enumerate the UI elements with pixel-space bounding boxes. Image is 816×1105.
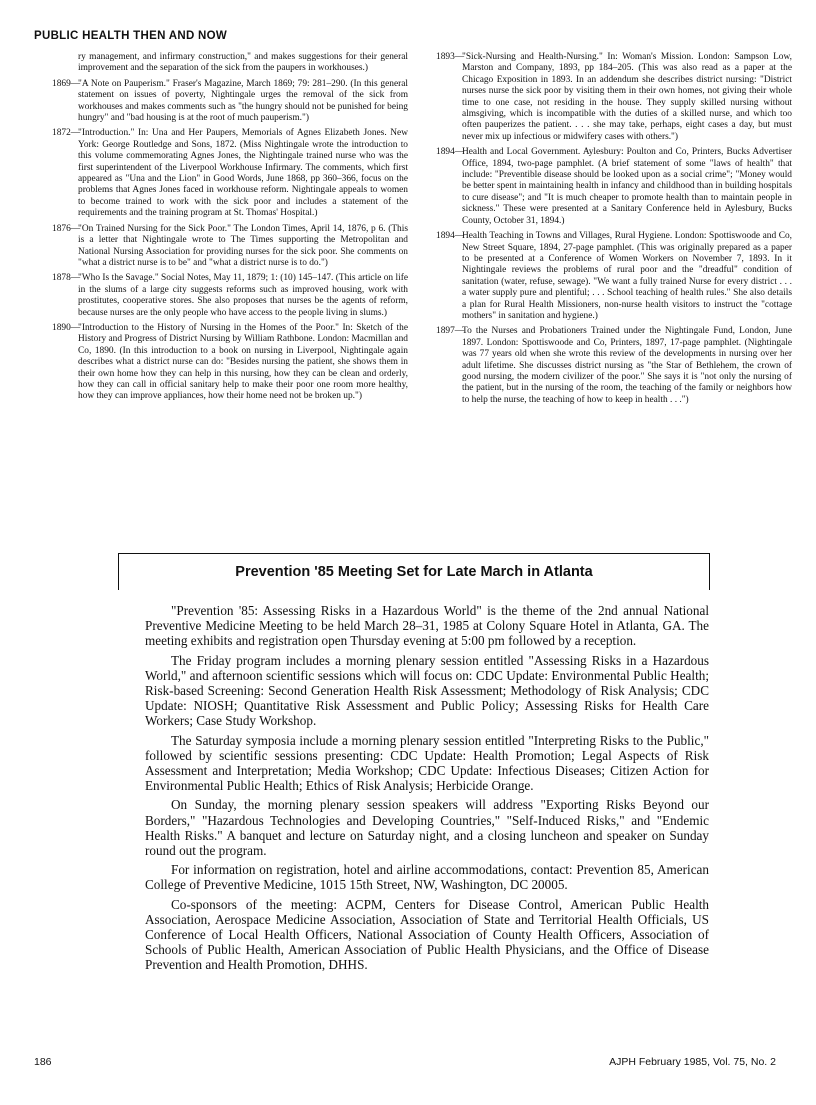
running-head: PUBLIC HEALTH THEN AND NOW xyxy=(34,30,228,42)
entry-text: "Introduction to the History of Nursing in the Homes of the Poor." In: Sketch of the History and Progress of District Nursing by William Rathbone. London: Macmillan and Co, 1890. (In this introduction to a book on nursing in Liverpool, Nightingale again describes what a district nurse can do: "Besides nursing the patient, she shows them in their own home how they can help in this nursing, how they can be clean and orderly, how they can call in official sanitary help to make their poor one room more healthy, how they can improve appliances, how their home need not be broken up.") xyxy=(78,322,408,402)
entry-text: "A Note on Pauperism." Fraser's Magazine, March 1869; 79: 281–290. (In this general statement on issues of poverty, Nightingale urges the removal of the sick from workhouses and makes comments such as "the hungry should not be punished for being hungry" and "bad housing is at the root of much pauperism.") xyxy=(78,78,408,124)
entry-text: "On Trained Nursing for the Sick Poor." The London Times, April 14, 1876, p 6. (This is a letter that Nightingale wrote to The Times supporting the Metropolitan and National Nursing Association for providing nurses for the sick poor. She comments on "what a district nurse is to be" and "what a district nurse is to do.") xyxy=(78,223,408,268)
bibliography-entry xyxy=(436,147,792,227)
article-paragraph: Co-sponsors of the meeting: ACPM, Centers for Disease Control, American Public Health Association, Aerospace Medicine Association, Association of State and Territorial Health Officials, US Conference of Local Health Officers, National Association of County Health Officers, Association of Schools of Public Health, American Association of Public Health Physicians, and the Office of Disease Prevention and Health Promotion, DHHS. xyxy=(145,896,709,973)
entry-text: To the Nurses and Probationers Trained under the Nightingale Fund, London, June 1897. London: Spottiswoode and Co, Printers, 1897, 17-page pamphlet. (Nightingale was 77 years old when she wrote this review of the developments in nursing over her adult lifetime. She discusses district nursing as "the Star of Bethlehem, the crown of good nursing, the modern civilizer of the poor." She says it is "not only the nursing of the patient, but in the nursing of the room, the teaching of the family or neighbors how to help the nurse, the teaching of how to keep in health . . .") xyxy=(462,326,792,405)
entry-year: 1894— xyxy=(436,231,465,242)
bibliography-entry xyxy=(52,323,408,403)
entry-text: "Sick-Nursing and Health-Nursing." In: Woman's Mission. London: Sampson Low, Marston and Company, 1893, pp 184–205. (This was also read as a paper at the Chicago Exposition in 1893. In an addendum she describes district nursing: "District nurses nurse the sick poor by visiting them in their own homes, not giving their whole time to one case, not residing in the house. They supply skilled nursing without almsgiving, which is incompatible with the duties of a skilled nurse, and which too often pauperizes the patient. . . . she may take, perhaps, eight cases a day, but must never mix up infectious or midwifery cases with others.") xyxy=(462,52,792,142)
article-paragraph: For information on registration, hotel and airline accommodations, contact: Prevention 85, American College of Preventive Medicine, 1015 15th Street, NW, Washington, DC 20005. xyxy=(145,862,709,893)
entry-text: Health and Local Government. Aylesbury: Poulton and Co, Printers, Bucks Advertiser Office, 1894, two-page pamphlet. (A brief statement of some "laws of health" that include: "Preventible disease should be looked upon as a social crime"; "Money would be better spent in maintaining health in infancy and childhood than in building hospitals to cure disease"; and "It is much cheaper to promote health than to maintain people in sickness." These were presented at a Sanitary Conference held in Aylesbury, Bucks County, October 31, 1894.) xyxy=(462,147,792,226)
article-body xyxy=(145,603,709,977)
bibliography-entry xyxy=(52,224,408,270)
entry-text: "Who Is the Savage." Social Notes, May 11, 1879; 1: (10) 145–147. (This article on life in the slums of a large city suggests reforms such as improved housing, work with prostitutes, cooperative stores. She also proposes that nurses be the agents of reform, because nurses are the only people who have access to the people living in slums.) xyxy=(78,273,408,318)
article-paragraph: The Friday program includes a morning plenary session entitled "Assessing Risks in a Hazardous World," and afternoon scientific sessions which will focus on: CDC Update: Environmental Public Health; Risk-based Screening: Second Generation Health Risk Assessment; Methodology of Risk Analysis; CDC Update: NIOSH; Quantitative Risk Assessment and Public Policy; Assessing Risks for Health Care Workers; Case Study Workshop. xyxy=(145,652,709,729)
page-number: 186 xyxy=(34,1056,52,1068)
entry-year: 1876— xyxy=(52,223,81,234)
article-paragraph: The Saturday symposia include a morning plenary session entitled "Interpreting Risks to the Public," followed by scientific sessions presenting: CDC Update: Health Promotion; Legal Aspects of Risk Assessment and Interpretation; Media Workshop; CDC Update: Infectious Diseases; Citizen Action for Environmental Public Health; Ethics of Risk Analysis; Herbicide Orange. xyxy=(145,732,709,794)
entry-year: 1893— xyxy=(436,52,465,62)
bibliography-entry xyxy=(52,273,408,319)
bibliography-entry xyxy=(436,326,792,406)
entry-year: 1869— xyxy=(52,78,81,89)
entry-year: 1894— xyxy=(436,147,465,158)
entry-year: 1872— xyxy=(52,128,81,139)
entry-year: 1878— xyxy=(52,273,81,284)
left-column xyxy=(52,52,408,407)
entry-text: "Introduction." In: Una and Her Paupers, Memorials of Agnes Elizabeth Jones. New York: George Routledge and Sons, 1872. (Miss Nightingale wrote the introduction to this volume commemorating Agnes Jones, the Nightingale trained nurse who was the first superintendent of the Liverpool Workhouse Infirmary. The comments, which first appeared as "Una and the Lion" in Good Words, June 1868, pp 360–366, focus on the problems that Agnes Jones faced in workhouse reform. Nightingale appeals to women to become trained to work with the sick poor and includes a statement of the requirements and the training program at St. Thomas' Hospital.) xyxy=(78,128,408,219)
article-title-box xyxy=(118,553,710,590)
continuation-text: ry management, and infirmary construction," and makes suggestions for their general improvement and the separation of the sick from the paupers in workhouses.) xyxy=(78,52,408,74)
article-paragraph: "Prevention '85: Assessing Risks in a Hazardous World" is the theme of the 2nd annual National Preventive Medicine Meeting to be held March 28–31, 1985 at Colony Square Hotel in Atlanta, GA. The meeting exhibits and registration open Thursday evening at 5:00 pm followed by a reception. xyxy=(145,603,709,649)
entry-text: Health Teaching in Towns and Villages, Rural Hygiene. London: Spottiswoode and Co, New Street Square, 1894, 27-page pamphlet. (This was originally prepared as a paper to be presented at a Conference of Women Workers on November 7, 1893. In it Nightingale reviews the problems of rural poor and the "dreadful" condition of sanitation (water, refuse, sewage). "We want a fully trained Nurse for every district . . . a water supply pure and plentiful; . . . School teaching of health rules." She also details a plan for Rural Health Missioners, non-nurse health visitors to instruct the "cottage mothers" in sanitation and hygiene.) xyxy=(462,231,792,321)
entry-year: 1890— xyxy=(52,322,81,333)
entry-year: 1897— xyxy=(436,326,465,337)
article-paragraph: On Sunday, the morning plenary session speakers will address "Exporting Risks Beyond our Borders," "Hazardous Technologies and Developing Countries," "Self-Induced Risks," and "Endemic Health Risks." A banquet and lecture on Saturday night, and a closing luncheon and speaker on Sunday round out the program. xyxy=(145,797,709,859)
bibliography-entry xyxy=(52,128,408,219)
article-title: Prevention '85 Meeting Set for Late March in Atlanta xyxy=(235,564,593,580)
bibliography-entry xyxy=(436,231,792,322)
bibliography-entry xyxy=(52,79,408,125)
bibliography-entry xyxy=(436,52,792,143)
right-column xyxy=(436,52,792,410)
journal-citation: AJPH February 1985, Vol. 75, No. 2 xyxy=(609,1056,776,1068)
